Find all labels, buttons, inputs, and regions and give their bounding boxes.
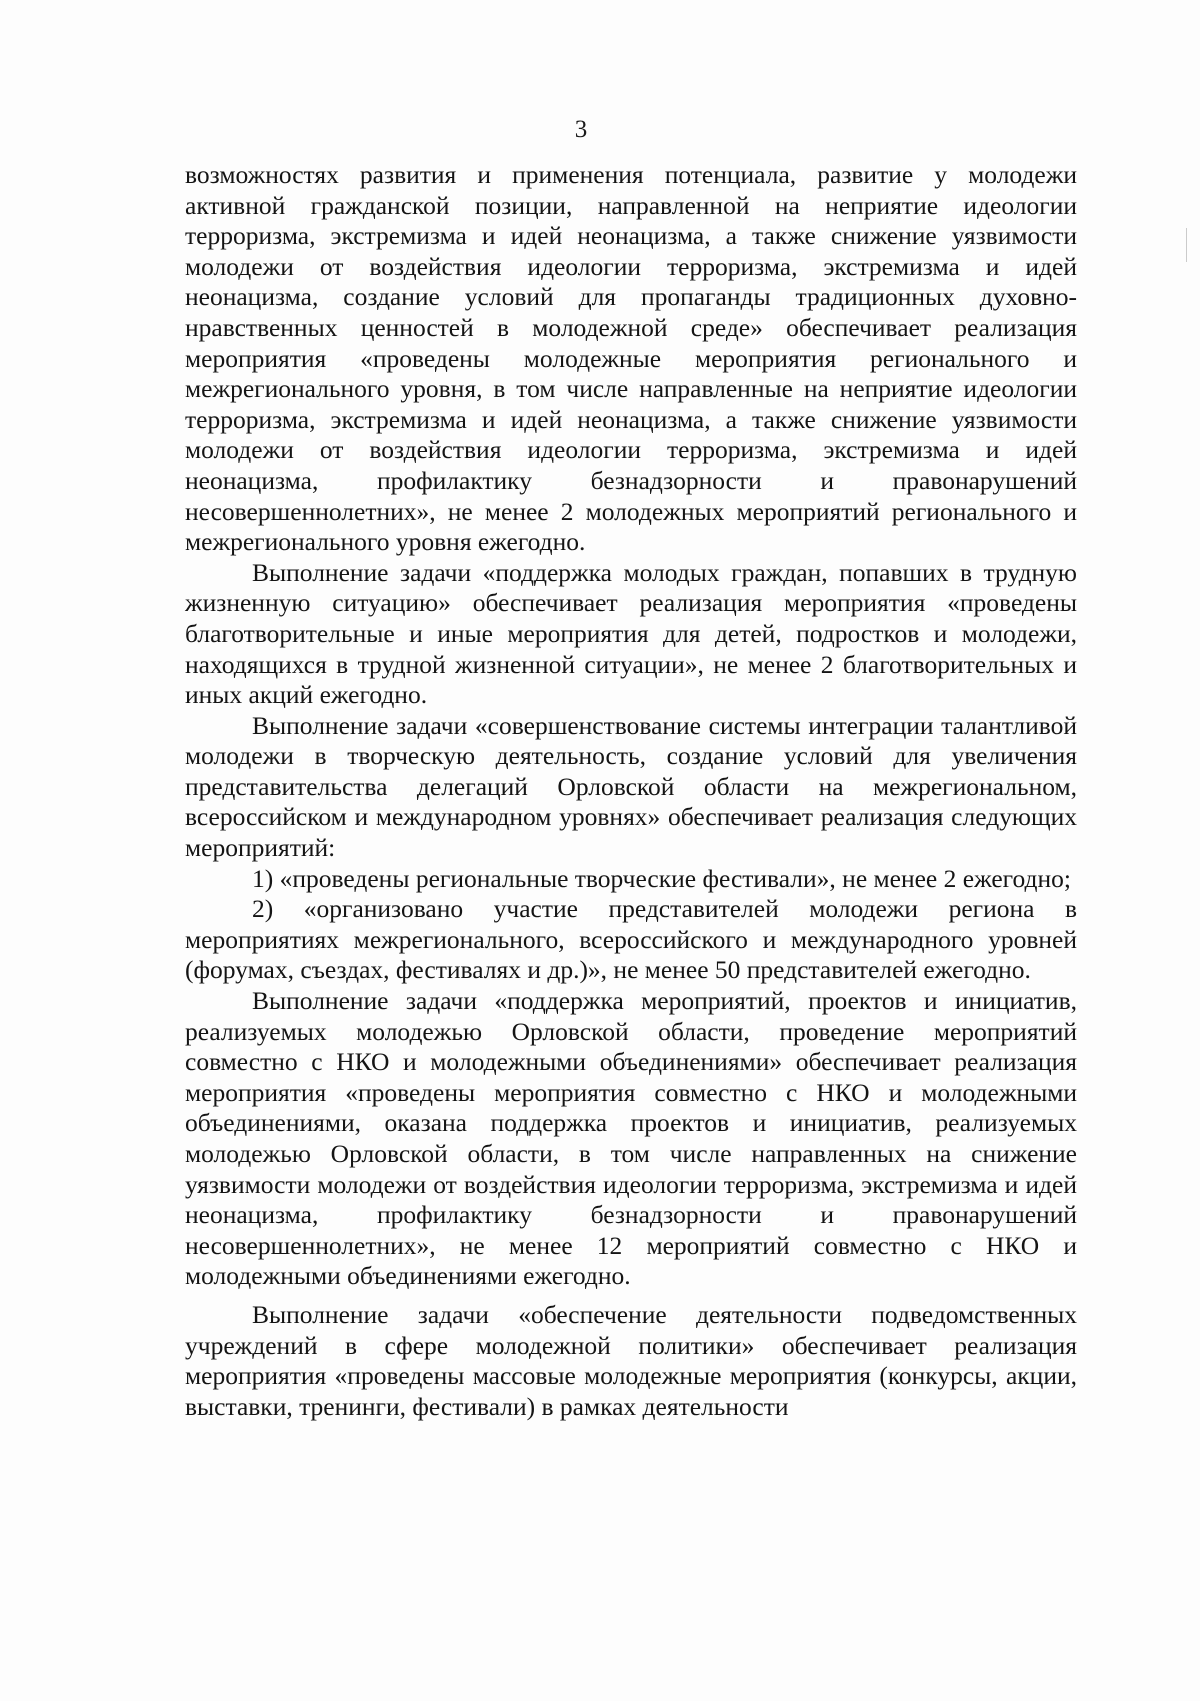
page-number: 3 <box>574 116 588 143</box>
scan-artifact <box>1186 228 1187 262</box>
paragraph: Выполнение задачи «поддержка молодых граждан, попавших в трудную жизненную ситуацию» обеспечивает реализация мероприятия «проведены благотворительные и иные мероприятия для детей, подростков и молодежи, находящихся в трудной жизненной ситуации», не менее 2 благотворительных и иных акций ежегодно. <box>185 557 1077 710</box>
document-body <box>185 160 1077 1422</box>
paragraph: Выполнение задачи «обеспечение деятельности подведомственных учреждений в сфере молодежной политики» обеспечивает реализация мероприятия «проведены массовые молодежные мероприятия (конкурсы, акции, выставки, тренинги, фестивали) в рамках деятельности <box>185 1299 1077 1421</box>
paragraph: возможностях развития и применения потенциала, развитие у молодежи активной гражданской позиции, направленной на неприятие идеологии терроризма, экстремизма и идей неонацизма, а также снижение уязвимости молодежи от воздействия идеологии терроризма, экстремизма и идей неонацизма, создание условий для пропаганды традиционных духовно-нравственных ценностей в молодежной среде» обеспечивает реализация мероприятия «проведены молодежные мероприятия регионального и межрегионального уровня, в том числе направленные на неприятие идеологии терроризма, экстремизма и идей неонацизма, а также снижение уязвимости молодежи от воздействия идеологии терроризма, экстремизма и идей неонацизма, профилактику безнадзорности и правонарушений несовершеннолетних», не менее 2 молодежных мероприятий регионального и межрегионального уровня ежегодно. <box>185 160 1077 557</box>
paragraph: 1) «проведены региональные творческие фестивали», не менее 2 ежегодно; <box>252 863 1071 893</box>
paragraph: Выполнение задачи «совершенствование системы интеграции талантливой молодежи в творческую деятельность, создание условий для увеличения представительства делегаций Орловской области на межрегиональном, всероссийском и международном уровнях» обеспечивает реализация следующих мероприятий: <box>185 710 1077 863</box>
paragraph: 2) «организовано участие представителей молодежи региона в мероприятиях межрегионального, всероссийского и международного уровней (форумах, съездах, фестивалях и др.)», не менее 50 представителей ежегодно. <box>185 894 1077 985</box>
paragraph: Выполнение задачи «поддержка мероприятий, проектов и инициатив, реализуемых молодежью Орловской области, проведение мероприятий совместно с НКО и молодежными объединениями» обеспечивает реализация мероприятия «проведены мероприятия совместно с НКО и молодежными объединениями, оказана поддержка проектов и инициатив, реализуемых молодежью Орловской области, в том числе направленных на снижение уязвимости молодежи от воздействия идеологии терроризма, экстремизма и идей неонацизма, профилактику безнадзорности и правонарушений несовершеннолетних», не менее 12 мероприятий совместно с НКО и молодежными объединениями ежегодно. <box>185 986 1077 1291</box>
